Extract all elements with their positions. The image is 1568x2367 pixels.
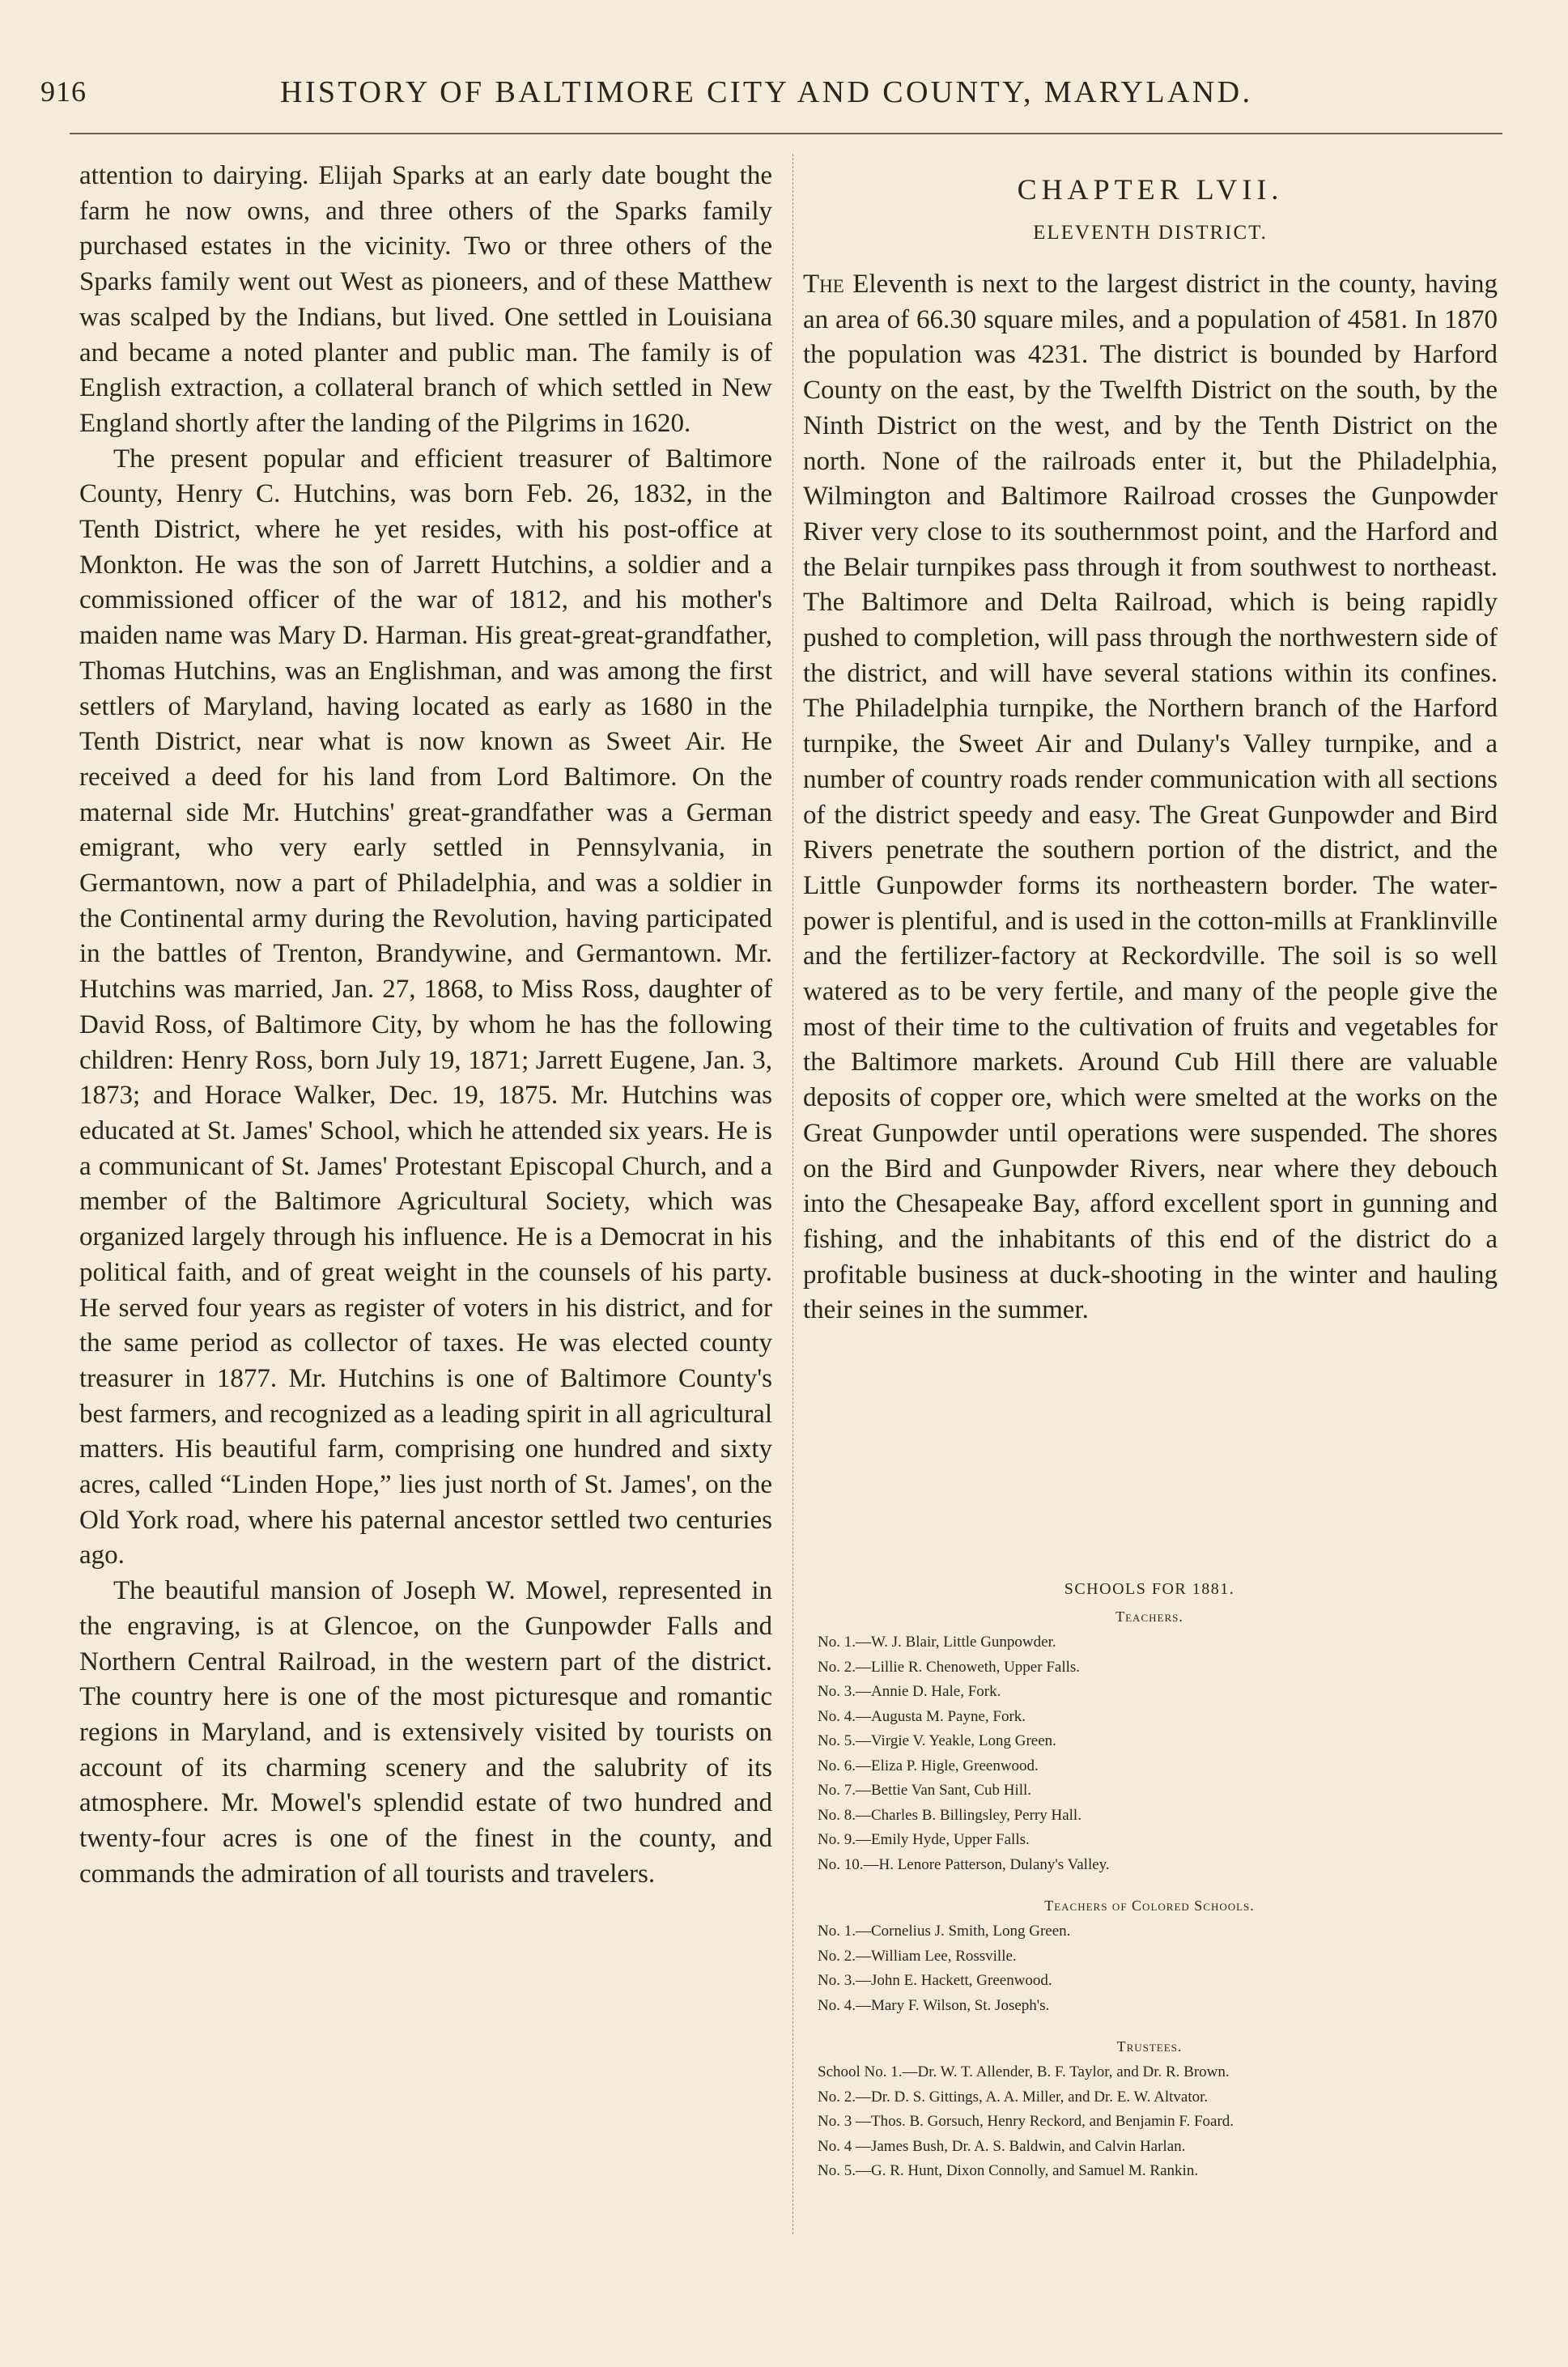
paragraph-mowel: The beautiful mansion of Joseph W. Mowel, represented in the engraving, is at Glencoe, on the Gunpowder Falls and Northern Central Railroad, in the western part of the district. The country here is one of the most picturesque and romantic regions in Maryland, and is extensively visited by tourists on account of its charming scenery and the salubrity of its atmosphere. Mr. Mowel's splendid estate of two hundred and twenty-four acres is one of the finest in the county, and commands the admiration of all tourists and travelers. <box>79 1576 772 1889</box>
list-item: No. 5.—Virgie V. Yeakle, Long Green. <box>818 1732 1056 1749</box>
list-item: No. 4 —James Bush, Dr. A. S. Baldwin, and Calvin Harlan. <box>818 2137 1186 2155</box>
trustees-heading: Trustees. <box>1116 2038 1183 2055</box>
list-item: No. 3.—Annie D. Hale, Fork. <box>818 1683 1001 1700</box>
list-item: School No. 1.—Dr. W. T. Allender, B. F. Taylor, and Dr. R. Brown. <box>818 2063 1230 2080</box>
running-head: HISTORY OF BALTIMORE CITY AND COUNTY, MARYLAND. <box>280 75 1253 109</box>
list-item: No. 2.—William Lee, Rossville. <box>818 1947 1017 1965</box>
schools-section <box>818 1575 1481 2189</box>
list-item: No. 5.—G. R. Hunt, Dixon Connolly, and Samuel M. Rankin. <box>818 2162 1199 2179</box>
list-item: No. 1.—W. J. Blair, Little Gunpowder. <box>818 1634 1056 1651</box>
chapter-title: CHAPTER LVII. <box>1017 173 1284 206</box>
lead-word: The <box>803 270 844 299</box>
list-item: No. 4.—Augusta M. Payne, Fork. <box>818 1707 1026 1725</box>
list-item: No. 6.—Eliza P. Higle, Greenwood. <box>818 1757 1039 1774</box>
list-item: No. 1.—Cornelius J. Smith, Long Green. <box>818 1923 1071 1940</box>
trustees-list <box>818 2060 1481 2184</box>
paragraph-eleventh-district <box>803 267 1498 1328</box>
list-item: No. 4.—Mary F. Wilson, St. Joseph's. <box>818 1996 1050 2014</box>
district-title: ELEVENTH DISTRICT. <box>1033 222 1268 244</box>
list-item: No. 9.—Emily Hyde, Upper Falls. <box>818 1831 1030 1848</box>
list-item: No. 7.—Bettie Van Sant, Cub Hill. <box>818 1782 1032 1799</box>
list-item: No. 2.—Dr. D. S. Gittings, A. A. Miller, and Dr. E. W. Altvator. <box>818 2088 1209 2106</box>
schools-heading: SCHOOLS FOR 1881. <box>1064 1580 1235 1598</box>
list-item: No. 3.—John E. Hackett, Greenwood. <box>818 1972 1052 1989</box>
list-item: No. 10.—H. Lenore Patterson, Dulany's Valley. <box>818 1855 1110 1873</box>
list-item: No. 2.—Lillie R. Chenoweth, Upper Falls. <box>818 1658 1081 1676</box>
list-item: No. 8.—Charles B. Billingsley, Perry Hall. <box>818 1806 1081 1824</box>
colored-teachers-heading: Teachers of Colored Schools. <box>1044 1897 1255 1914</box>
header-rule <box>70 133 1502 134</box>
teachers-list <box>818 1630 1481 1877</box>
paragraph-hutchins: The present popular and efficient treasurer of Baltimore County, Henry C. Hutchins, was born Feb. 26, 1832, in the Tenth District, where he yet resides, with his post-office at Monkton. He was the son of Jarrett Hutchins, a soldier and a commissioned officer of the war of 1812, and his mother's maiden name was Mary D. Harman. His great-great-grandfather, Thomas Hutchins, was an Englishman, and was among the first settlers of Maryland, having located as early as 1680 in the Tenth District, near what is now known as Sweet Air. He received a deed for his land from Lord Baltimore. On the maternal side Mr. Hutchins' great-grandfather was a German emigrant, who very early settled in Pennsylvania, in Germantown, now a part of Philadelphia, and was a soldier in the Continental army during the Revolution, having participated in the battles of Trenton, Brandywine, and Germantown. Mr. Hutchins was married, Jan. 27, 1868, to Miss Ross, daughter of David Ross, of Baltimore City, by whom he has the following children: Henry Ross, born July 19, 1871; Jarrett Eugene, Jan. 3, 1873; and Horace Walker, Dec. 19, 1875. Mr. Hutchins was educated at St. James' School, which he attended six years. He is a communicant of St. James' Protestant Episcopal Church, and a member of the Baltimore Agricultural Society, which was organized largely through his influence. He is a Democrat in his political faith, and of great weight in the counsels of his party. He served four years as register of voters in his district, and for the same period as collector of taxes. He was elected county treasurer in 1877. Mr. Hutchins is one of Baltimore County's best farmers, and recognized as a leading spirit in all agricultural matters. His beautiful farm, comprising one hundred and sixty acres, called “Linden Hope,” lies just north of St. James', on the Old York road, where his paternal ancestor settled two centuries ago. <box>79 444 772 1570</box>
paragraph-body: Eleventh is next to the largest district in the county, having an area of 66.30 square miles, and a population of 4581. In 1870 the population was 4231. The district is bounded by Harford County on the east, by the Twelfth District on the south, by the Ninth District on the west, and by the Tenth District on the north. None of the railroads enter it, but the Philadelphia, Wilmington and Baltimore Railroad crosses the Gunpowder River very close to its southernmost point, and the Harford and the Belair turnpikes pass through it from southwest to northeast. The Baltimore and Delta Railroad, which is being rapidly pushed to completion, will pass through the northwestern side of the district, and will have several stations within its confines. The Philadelphia turnpike, the Northern branch of the Harford turnpike, the Sweet Air and Dulany's Valley turnpike, and a number of country roads render communication with all sections of the district speedy and easy. The Great Gunpowder and Bird Rivers penetrate the southern portion of the district, and the Little Gunpowder forms its northeastern border. The water-power is plentiful, and is used in the cotton-mills at Franklinville and the fertilizer-factory at Reckordville. The soil is so well watered as to be very fertile, and many of the people give the most of their time to the cultivation of fruits and vegetables for the Baltimore markets. Around Cub Hill there are valuable deposits of copper ore, which were smelted at the works on the Great Gunpowder until operations were suspended. The shores on the Bird and Gunpowder Rivers, near where they debouch into the Chesapeake Bay, afford excellent sport in gunning and fishing, and the inhabitants of this end of the district do a profitable business at duck-shooting in the winter and hauling their seines in the summer. <box>803 270 1498 1325</box>
teachers-heading: Teachers. <box>1115 1608 1183 1625</box>
page-number: 916 <box>40 75 87 108</box>
right-column <box>803 159 1498 1328</box>
paragraph-dairying: attention to dairying. Elijah Sparks at an early date bought the farm he now owns, and three others of the Sparks family purchased estates in the vicinity. Two or three others of the Sparks family went out West as pioneers, and of these Matthew was scalped by the Indians, but lived. One settled in Louisiana and became a noted planter and public man. The family is of English extraction, a collateral branch of which settled in New England shortly after the landing of the Pilgrims in 1620. <box>79 161 772 438</box>
column-divider <box>792 154 793 2234</box>
list-item: No. 3 —Thos. B. Gorsuch, Henry Reckord, and Benjamin F. Foard. <box>818 2113 1234 2130</box>
page-header <box>40 74 1498 123</box>
left-column <box>79 159 772 1892</box>
colored-teachers-list <box>818 1919 1481 2018</box>
